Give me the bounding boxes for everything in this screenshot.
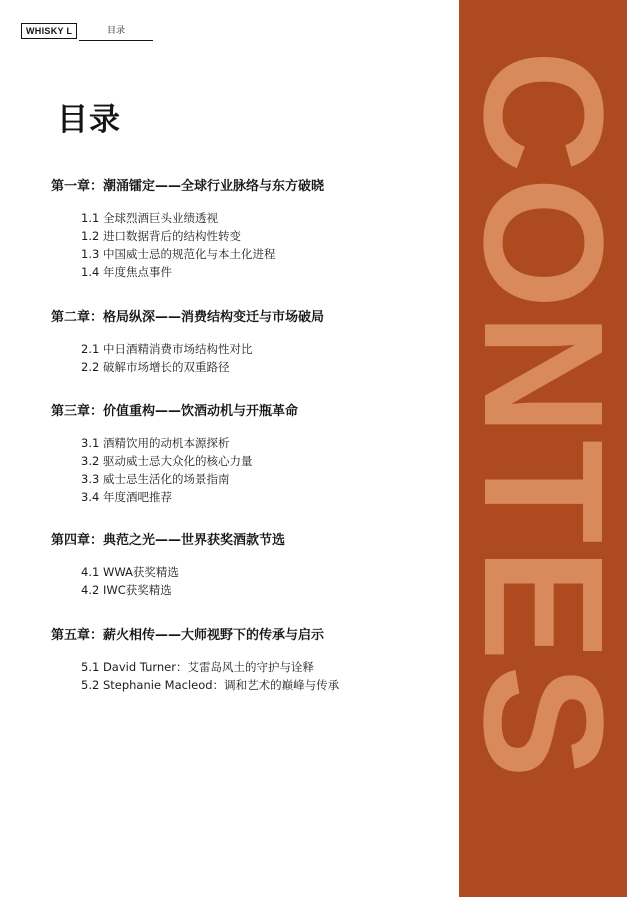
header-section-label: 目录	[107, 26, 126, 36]
section-item[interactable]: 2.1 中日酒精消费市场结构性对比	[81, 342, 253, 356]
section-item[interactable]: 5.2 Stephanie Macleod：调和艺术的巅峰与传承	[81, 678, 340, 692]
section-item[interactable]: 1.3 中国威士忌的规范化与本土化进程	[81, 247, 276, 261]
section-item[interactable]: 3.3 威士忌生活化的场景指南	[81, 472, 230, 486]
section-item[interactable]: 4.1 WWA获奖精选	[81, 565, 179, 579]
side-decoration-panel	[448, 0, 638, 897]
brand-label: WHISKY L	[21, 23, 77, 39]
chapter-title[interactable]: 第五章：薪火相传——大师视野下的传承与启示	[51, 628, 325, 643]
section-item[interactable]: 3.1 酒精饮用的动机本源探析	[81, 436, 230, 450]
chapter-1	[51, 177, 324, 281]
chapter-3	[51, 402, 298, 506]
chapter-title[interactable]: 第二章：格局纵深——消费结构变迁与市场破局	[51, 310, 325, 325]
header-underline	[79, 40, 153, 41]
section-list	[51, 340, 324, 376]
page-header	[21, 23, 153, 39]
section-item[interactable]: 1.2 进口数据背后的结构性转变	[81, 229, 241, 243]
chapter-title[interactable]: 第三章：价值重构——饮酒动机与开瓶革命	[51, 404, 299, 419]
chapter-title[interactable]: 第一章：潮涌镭定——全球行业脉络与东方破晓	[51, 179, 325, 194]
section-list	[51, 434, 298, 506]
section-list	[51, 658, 339, 694]
page-title: 目录	[57, 102, 121, 138]
section-item[interactable]: 3.2 驱动威士忌大众化的核心力量	[81, 454, 253, 468]
section-list	[51, 563, 285, 599]
chapter-title[interactable]: 第四章：典范之光——世界获奖酒款节选	[51, 533, 286, 548]
side-decorative-word: CONTES	[448, 50, 638, 783]
chapter-4	[51, 531, 285, 599]
section-list	[51, 209, 324, 281]
section-item[interactable]: 5.1 David Turner：艾雷岛风土的守护与诠释	[81, 660, 314, 674]
section-item[interactable]: 1.1 全球烈酒巨头业绩透视	[81, 211, 218, 225]
section-item[interactable]: 1.4 年度焦点事件	[81, 265, 172, 279]
chapter-5	[51, 626, 339, 694]
section-item[interactable]: 2.2 破解市场增长的双重路径	[81, 360, 230, 374]
chapter-2	[51, 308, 324, 376]
section-item[interactable]: 4.2 IWC获奖精选	[81, 583, 172, 597]
section-item[interactable]: 3.4 年度酒吧推荐	[81, 490, 172, 504]
